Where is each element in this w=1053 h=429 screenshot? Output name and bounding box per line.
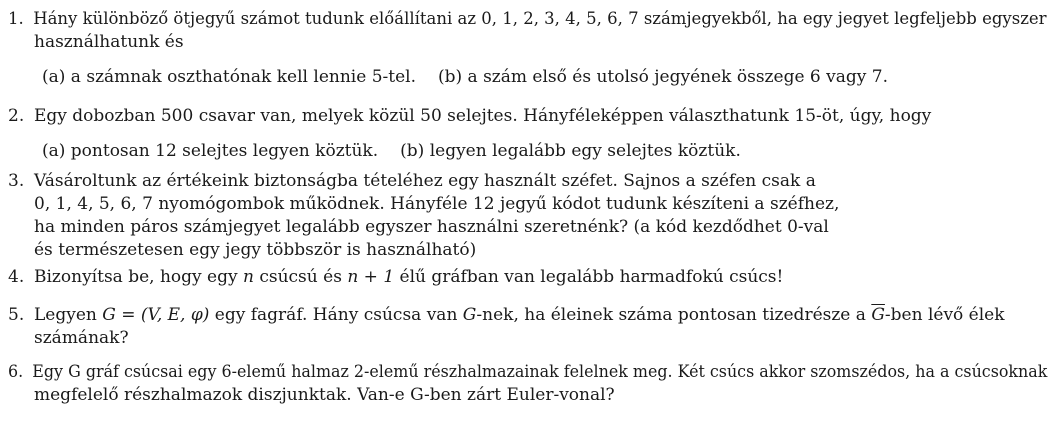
problem-6-line-1 <box>8 361 1047 383</box>
problem-1-part-b: (b) a szám első és utolsó jegyének összege 6 vagy 7. <box>437 67 888 87</box>
problem-4-var-n-plus-1: n + 1 <box>347 267 395 287</box>
problem-1-line-1 <box>8 8 1047 30</box>
problem-1-text-2: használhatunk és <box>34 32 184 52</box>
problem-2-part-b: (b) legyen legalább egy selejtes köztük. <box>400 141 741 161</box>
problem-3-text-4: és természetesen egy jegy többször is használható) <box>34 240 477 260</box>
problem-2-part-a: (a) pontosan 12 selejtes legyen köztük. <box>42 141 379 161</box>
problem-1-number: 1. <box>8 9 24 29</box>
problem-5-line-2 <box>34 327 129 349</box>
problem-5-pre: Legyen <box>34 305 103 325</box>
problem-4-post: élű gráfban van legalább harmadfokú csúcs! <box>394 267 784 287</box>
problem-5-mid2: -nek, ha éleinek száma pontosan tizedrésze a <box>476 305 872 325</box>
problem-1-part-a: (a) a számnak oszthatónak kell lennie 5-tel. <box>42 67 416 87</box>
problem-3-text-2: 0, 1, 4, 5, 6, 7 nyomógombok működnek. Hányféle 12 jegyű kódot tudunk készíteni a széfhez, <box>34 194 840 214</box>
problem-2-text-1: Egy dobozban 500 csavar van, melyek közül 50 selejtes. Hányféleképpen választhatunk 15-öt, úgy, hogy <box>34 106 932 126</box>
problem-5-post: -ben lévő élek <box>884 305 1005 325</box>
problem-5-formula: G = (V, E, φ) <box>102 305 210 325</box>
problem-3-number: 3. <box>8 171 25 191</box>
problem-6-line-2 <box>34 384 615 406</box>
problem-6-number: 6. <box>8 362 24 382</box>
problem-5-line-1 <box>8 304 1005 326</box>
problem-5-text-2: számának? <box>34 328 129 348</box>
problem-5-number: 5. <box>8 305 25 325</box>
problem-4-pre: Bizonyítsa be, hogy egy <box>34 267 243 287</box>
problem-6-text-2: megfelelő részhalmazok diszjunktak. Van-e G-ben zárt Euler-vonal? <box>34 385 615 405</box>
problem-4-mid: csúcsú és <box>253 267 348 287</box>
problem-1-parts <box>42 66 888 88</box>
problem-3-line-3 <box>34 216 829 238</box>
problem-4-var-n: n <box>242 267 254 287</box>
problem-2-number: 2. <box>8 106 25 126</box>
problem-5-g-var: G <box>462 305 477 325</box>
problem-2-line-1 <box>8 105 931 127</box>
problem-5-g-complement: $\overline{G}$ <box>871 305 885 325</box>
problem-5-mid: egy fagráf. Hány csúcsa van <box>209 305 463 325</box>
problem-1-line-2 <box>34 31 184 53</box>
problem-3-line-1 <box>8 170 816 192</box>
problem-3-line-4 <box>34 239 476 261</box>
problem-2-parts <box>42 140 741 162</box>
problem-1-text-1: Hány különböző ötjegyű számot tudunk előállítani az 0, 1, 2, 3, 4, 5, 6, 7 számjegyekből, ha egy jegyet legfeljebb egyszer <box>33 9 1047 29</box>
problem-3-text-3: ha minden páros számjegyet legalább egyszer használni szeretnénk? (a kód kezdődhet 0-val <box>34 217 829 237</box>
problem-3-line-2 <box>34 193 839 215</box>
problem-4-line-1 <box>8 266 783 288</box>
problem-4-number: 4. <box>8 267 25 287</box>
problem-3-text-1: Vásároltunk az értékeink biztonságba tételéhez egy használt széfet. Sajnos a széfen csak a <box>34 171 816 191</box>
problem-6-text-1: Egy G gráf csúcsai egy 6-elemű halmaz 2-elemű részhalmazainak felelnek meg. Két csúcs akkor szomszédos, ha a csúcsoknak <box>32 362 1048 382</box>
